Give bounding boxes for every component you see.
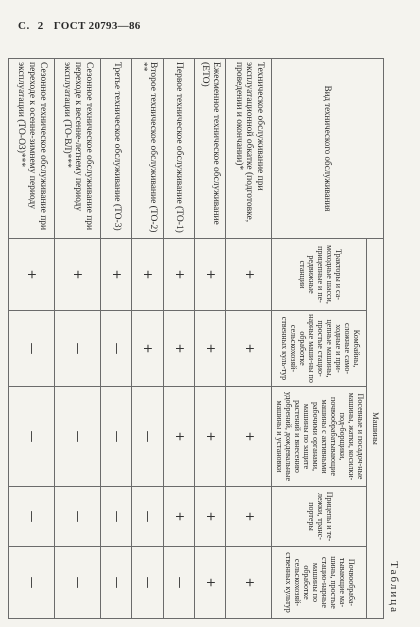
row-label: Техническое обслуживание при эксплуатационной обкатке (подготовке, проведении и окончании)* xyxy=(226,59,272,239)
mark-cell: — xyxy=(9,311,55,387)
table-row xyxy=(101,59,132,619)
mark-cell: + xyxy=(163,239,194,311)
table-row xyxy=(132,59,163,619)
header-maintenance-type: Вид технического обслуживания xyxy=(272,59,384,239)
table-header-row-group xyxy=(367,59,384,619)
mark-cell: + xyxy=(226,311,272,387)
mark-cell: + xyxy=(226,387,272,487)
mark-cell: — xyxy=(132,547,163,619)
table-row xyxy=(55,59,101,619)
mark-cell: + xyxy=(132,239,163,311)
mark-cell: — xyxy=(163,547,194,619)
row-label: Сезонное техническое обслуживание при переходе к осенне-зимнему периоду эксплуатации (ТО-ОЗ)*** xyxy=(9,59,55,239)
mark-cell: + xyxy=(132,311,163,387)
rotated-table-frame xyxy=(5,58,400,618)
mark-cell: — xyxy=(101,487,132,547)
mark-cell: — xyxy=(9,547,55,619)
row-label: Третье техническое обслуживание (ТО-3) xyxy=(101,59,132,239)
mark-cell: + xyxy=(226,239,272,311)
mark-cell: + xyxy=(226,487,272,547)
page-number: 2 xyxy=(37,20,44,32)
page-corner: С. xyxy=(18,20,30,32)
mark-cell: — xyxy=(132,487,163,547)
standard-title: ГОСТ 20793—86 xyxy=(53,20,141,32)
mark-cell: — xyxy=(55,311,101,387)
mark-cell: — xyxy=(55,487,101,547)
row-label: Второе техническое обслуживание (ТО-2) ** xyxy=(132,59,163,239)
mark-cell: + xyxy=(195,239,226,311)
mark-cell: + xyxy=(195,311,226,387)
mark-cell: + xyxy=(101,239,132,311)
table-row xyxy=(9,59,55,619)
header-col-tillage-machines: Почвообраба-тывающие ма-шины, простые стацио-нарные машины по обработке сельскохозяй-ственных культур xyxy=(272,547,367,619)
header-col-trailers: Прицепы и те-лежки, транс-портеры xyxy=(272,487,367,547)
mark-cell: — xyxy=(9,487,55,547)
mark-cell: + xyxy=(195,547,226,619)
mark-cell: — xyxy=(101,311,132,387)
table-row xyxy=(195,59,226,619)
mark-cell: + xyxy=(163,311,194,387)
mark-cell: + xyxy=(163,487,194,547)
row-label: Ежесменное техническое обслуживание (ЕТО) xyxy=(195,59,226,239)
mark-cell: + xyxy=(226,547,272,619)
mark-cell: — xyxy=(9,387,55,487)
mark-cell: — xyxy=(101,547,132,619)
table-row xyxy=(163,59,194,619)
mark-cell: + xyxy=(195,487,226,547)
table-caption: Таблица xyxy=(388,561,400,614)
mark-cell: + xyxy=(195,387,226,487)
row-label: Сезонное техническое обслуживание при переходе к весенне-летнему периоду эксплуатации (ТО-ВЛ)*** xyxy=(55,59,101,239)
mark-cell: — xyxy=(55,547,101,619)
header-col-tractors: Тракторы и са-моходные шасси, прицепные и пе-редвижные станции xyxy=(272,239,367,311)
mark-cell: — xyxy=(55,387,101,487)
table-row xyxy=(226,59,272,619)
mark-cell: + xyxy=(163,387,194,487)
row-label: Первое техническое обслуживание (ТО-1) xyxy=(163,59,194,239)
page-header xyxy=(18,20,141,32)
mark-cell: — xyxy=(101,387,132,487)
mark-cell: — xyxy=(132,387,163,487)
header-col-seeding-machines: Посевные и посадоч-ные машины, жатки, косилки-под-борщики, почвообрабатывающие машины с активными рабочими органами, машины по защите растений и внесению удобрений, дождевальные машины и установки xyxy=(272,387,367,487)
mark-cell: + xyxy=(55,239,101,311)
header-col-combines: Комбайны, сложные само-ходные и при-цепные машины, простые стацио-нарные маши-ны по обработке сельскохозяй-ственных куль-тур xyxy=(272,311,367,387)
maintenance-table xyxy=(8,58,384,619)
mark-cell: + xyxy=(9,239,55,311)
header-machines-group: Машины xyxy=(367,239,384,619)
